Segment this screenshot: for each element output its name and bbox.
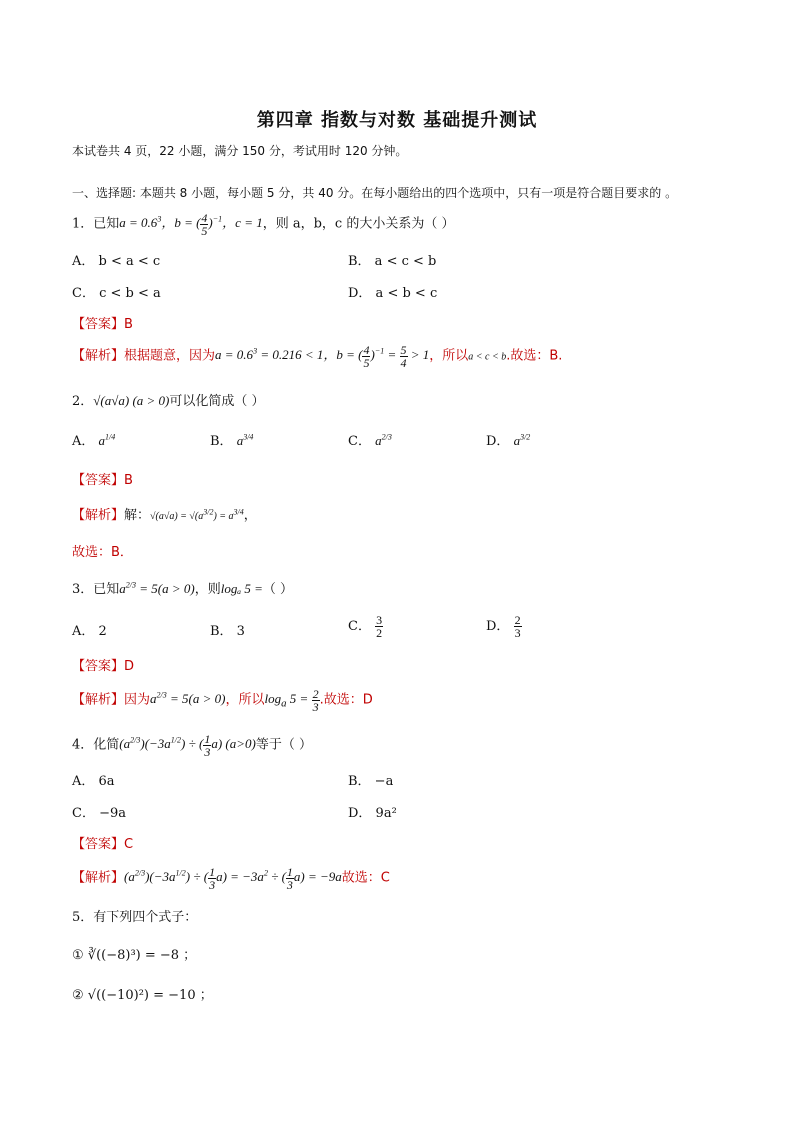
question-1-stem: 1．已知$a = 0.6^3$，b = ( $\frac{4}{5}$ )$^{-1}$，c = 1，则 a，b，c 的大小关系为（ ） xyxy=(72,211,455,238)
question-1-option-d[interactable]: D． a < b < c xyxy=(348,286,438,301)
question-3-math: $a^{2/3} = 5(a > 0)$ xyxy=(119,580,195,596)
question-2-answer: 【答案】B xyxy=(72,473,133,488)
question-5-stem: 5．有下列四个式子： xyxy=(72,910,198,925)
question-3-analysis: 【解析】因为$a^{2/3} = 5(a > 0)$，所以$\log_a 5$ = $\frac{2}{3}$ .故选：D xyxy=(72,687,373,714)
question-2-analysis: 【解析】解：$√(a√a) = √(a^{3/2}) = a^{3/4}$， xyxy=(72,507,257,523)
question-2-option-d[interactable]: D． $a^{3/2}$ xyxy=(486,432,531,449)
question-1-option-a[interactable]: A． b < a < c xyxy=(72,254,161,269)
question-5-item-2: ② √((−10)²) = −10 ； xyxy=(72,988,213,1003)
question-2-option-b[interactable]: B． $a^{3/4}$ xyxy=(210,432,254,449)
question-4-math: $(a^{2/3})(-3a^{1/2})$ ÷ ( $\frac{1}{3}$ a) (a>0) xyxy=(119,732,256,759)
question-1-option-c[interactable]: C． c < b < a xyxy=(72,286,161,301)
question-2-option-a[interactable]: A． $a^{1/4}$ xyxy=(72,432,116,449)
question-2-analysis-math: $√(a√a) = √(a^{3/2}) = a^{3/4}$ xyxy=(150,507,244,522)
question-2-option-c[interactable]: C． $a^{2/3}$ xyxy=(348,432,392,449)
question-4-option-b[interactable]: B． −a xyxy=(348,774,394,789)
question-4-analysis: 【解析】$(a^{2/3})(-3a^{1/2})$ ÷ ( $\frac{1}{3}$ $a) = -3a^2$ ÷ ( $\frac{1}{3}$ a) = −9a故选：C xyxy=(72,865,390,892)
question-1-option-b[interactable]: B． a < c < b xyxy=(348,254,437,269)
question-3-option-b[interactable]: B． 3 xyxy=(210,624,245,639)
question-1-analysis-math: $a = 0.6^3 = 0.216 < 1$，b = ( $\frac{4}{5}$ )$^{-1}$ = $\frac{5}{4}$ > 1 xyxy=(215,343,430,370)
page-title: 第四章 指数与对数 基础提升测试 xyxy=(256,110,538,131)
question-3-option-d[interactable]: D． $\frac{2}{3}$ xyxy=(486,613,521,640)
question-1-answer: 【答案】B xyxy=(72,317,133,332)
exam-info: 本试卷共 4 页，22 小题，满分 150 分，考试用时 120 分钟。 xyxy=(72,144,408,158)
question-2-conclusion: 故选：B． xyxy=(72,545,133,560)
question-3-option-c[interactable]: C． $\frac{3}{2}$ xyxy=(348,613,383,640)
question-3-analysis-math: $a^{2/3} = 5(a > 0)$ xyxy=(150,691,226,707)
question-3-answer: 【答案】D xyxy=(72,659,135,674)
question-2-stem: 2．√(a√a) (a > 0)可以化简成（ ） xyxy=(72,393,265,409)
question-3-option-a[interactable]: A． 2 xyxy=(72,624,107,639)
question-4-answer: 【答案】C xyxy=(72,837,134,852)
question-4-option-a[interactable]: A． 6a xyxy=(72,774,115,789)
section-heading: 一、选择题: 本题共 8 小题，每小题 5 分，共 40 分。在每小题给出的四个选项中，只有一项是符合题目要求的 。 xyxy=(72,186,678,200)
question-3-analysis-math2: $\log_a 5$ = $\frac{2}{3}$ xyxy=(264,687,319,714)
question-4-option-c[interactable]: C． −9a xyxy=(72,806,126,821)
question-3-stem: 3．已知$a^{2/3} = 5(a > 0)$，则logₐ 5 =（ ） xyxy=(72,580,294,597)
question-4-analysis-math: $(a^{2/3})(-3a^{1/2})$ ÷ ( $\frac{1}{3}$ $a) = -3a^2$ ÷ ( $\frac{1}{3}$ a) = −9a xyxy=(124,865,342,892)
question-2-math: √(a√a) (a > 0) xyxy=(93,393,170,408)
question-5-item-1: ① ∛((−8)³) = −8 ； xyxy=(72,948,197,963)
question-4-option-d[interactable]: D． 9a² xyxy=(348,806,397,821)
question-4-stem: 4．化简$(a^{2/3})(-3a^{1/2})$ ÷ ( $\frac{1}{3}$ a) (a>0)等于（ ） xyxy=(72,732,312,759)
question-1-math: $a = 0.6^3$，b = ( $\frac{4}{5}$ )$^{-1}$，c = 1 xyxy=(119,211,263,238)
question-1-analysis: 【解析】根据题意，因为$a = 0.6^3 = 0.216 < 1$，b = ( $\frac{4}{5}$ )$^{-1}$ = $\frac{5}{4}$ > 1，所以a < c < b.故选：B. xyxy=(72,343,563,370)
